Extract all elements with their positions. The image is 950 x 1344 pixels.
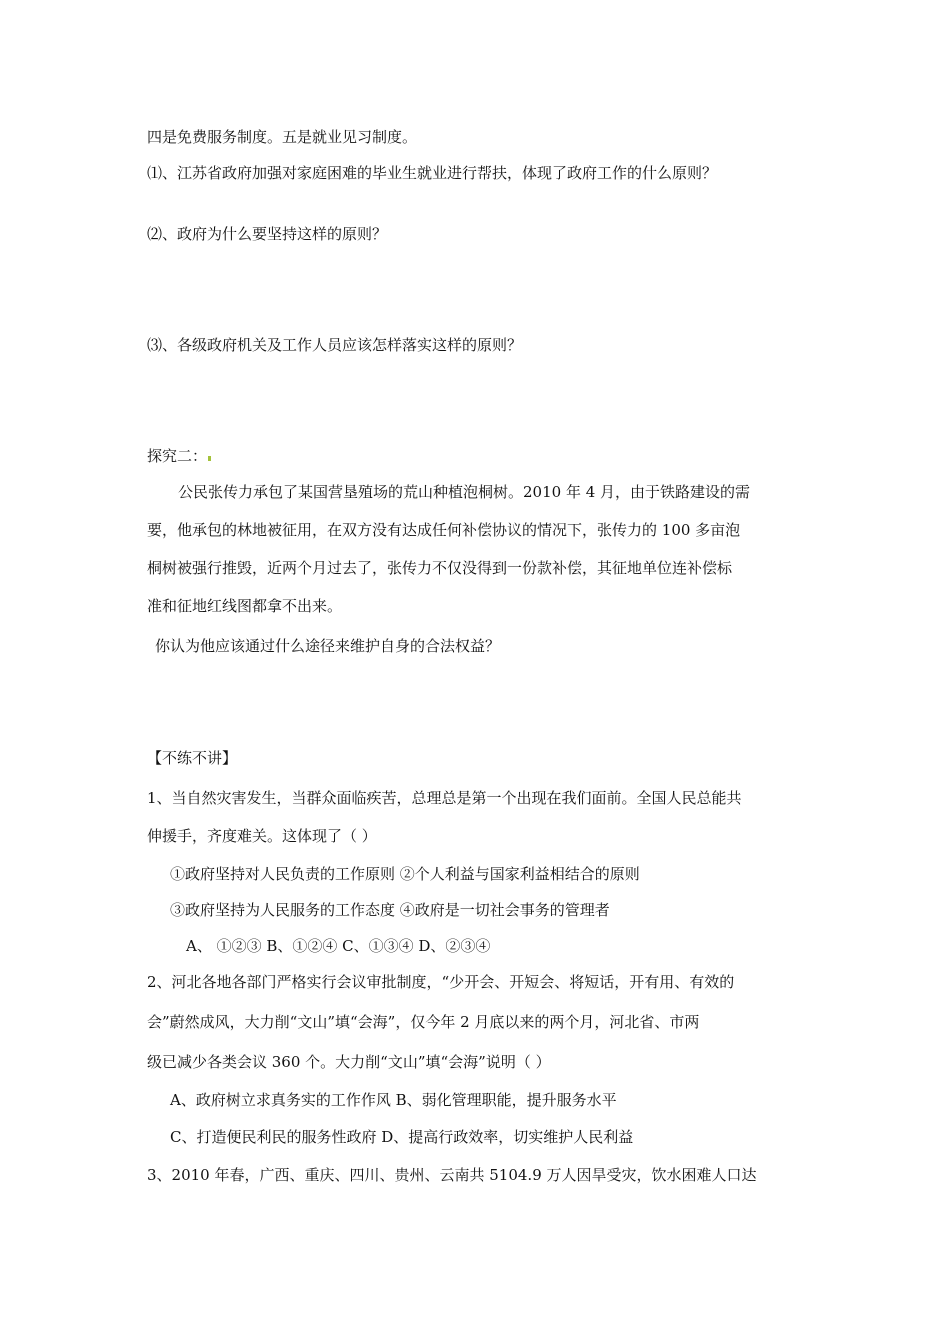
paragraph-line: 桐树被强行推毁，近两个月过去了，张传力不仅没得到一份款补偿，其征地单位连补偿标 bbox=[147, 559, 733, 577]
question-1: ⑴、江苏省政府加强对家庭困难的毕业生就业进行帮扶，体现了政府工作的什么原则？ bbox=[147, 164, 718, 182]
exercise-1-line: 1、当自然灾害发生，当群众面临疾苦，总理总是第一个出现在我们面前。全国人民总能共 bbox=[147, 789, 742, 807]
exercise-3-line: 3、2010 年春，广西、重庆、四川、贵州、云南共 5104.9 万人因旱受灾，饮水困难人口达 bbox=[147, 1166, 757, 1184]
exercise-2-line: 会”蔚然成风，大力削“文山”填“会海”，仅今年 2 月底以来的两个月，河北省、市两 bbox=[147, 1013, 700, 1031]
exercise-2-option: A、政府树立求真务实的工作作风 B、弱化管理职能，提升服务水平 bbox=[170, 1091, 617, 1109]
exercise-heading: 【不练不讲】 bbox=[147, 749, 238, 767]
exercise-1-option: ③政府坚持为人民服务的工作态度 ④政府是一切社会事务的管理者 bbox=[170, 901, 610, 919]
exercise-2-line: 2、河北各地各部门严格实行会议审批制度，“少开会、开短会、将短话，开有用、有效的 bbox=[147, 973, 735, 991]
exercise-1-option: ①政府坚持对人民负责的工作原则 ②个人利益与国家利益相结合的原则 bbox=[170, 865, 640, 883]
paragraph-question: 你认为他应该通过什么途径来维护自身的合法权益？ bbox=[155, 637, 501, 655]
paragraph-line: 公民张传力承包了某国营垦殖场的荒山种植泡桐树。2010 年 4 月，由于铁路建设的需 bbox=[178, 483, 751, 501]
exercise-2-line: 级已减少各类会议 360 个。大力削“文山”填“会海”说明（ ） bbox=[147, 1053, 551, 1071]
exercise-1-line: 伸援手，齐度难关。这体现了（ ） bbox=[147, 827, 377, 845]
exercise-1-choices: A、 ①②③ B、①②④ C、①③④ D、②③④ bbox=[186, 937, 491, 955]
question-2: ⑵、政府为什么要坚持这样的原则？ bbox=[147, 225, 388, 243]
paragraph-line: 准和征地红线图都拿不出来。 bbox=[147, 597, 343, 615]
question-3: ⑶、各级政府机关及工作人员应该怎样落实这样的原则？ bbox=[147, 336, 523, 354]
paragraph-line: 要，他承包的林地被征用，在双方没有达成任何补偿协议的情况下，张传力的 100 多亩泡 bbox=[147, 521, 741, 539]
heading-text: 探究二： bbox=[147, 447, 208, 465]
exercise-2-option: C、打造便民利民的服务性政府 D、提高行政效率，切实维护人民利益 bbox=[170, 1128, 634, 1146]
section-heading bbox=[147, 446, 212, 466]
marker-dot bbox=[208, 456, 211, 461]
text-line: 四是免费服务制度。五是就业见习制度。 bbox=[147, 128, 418, 146]
